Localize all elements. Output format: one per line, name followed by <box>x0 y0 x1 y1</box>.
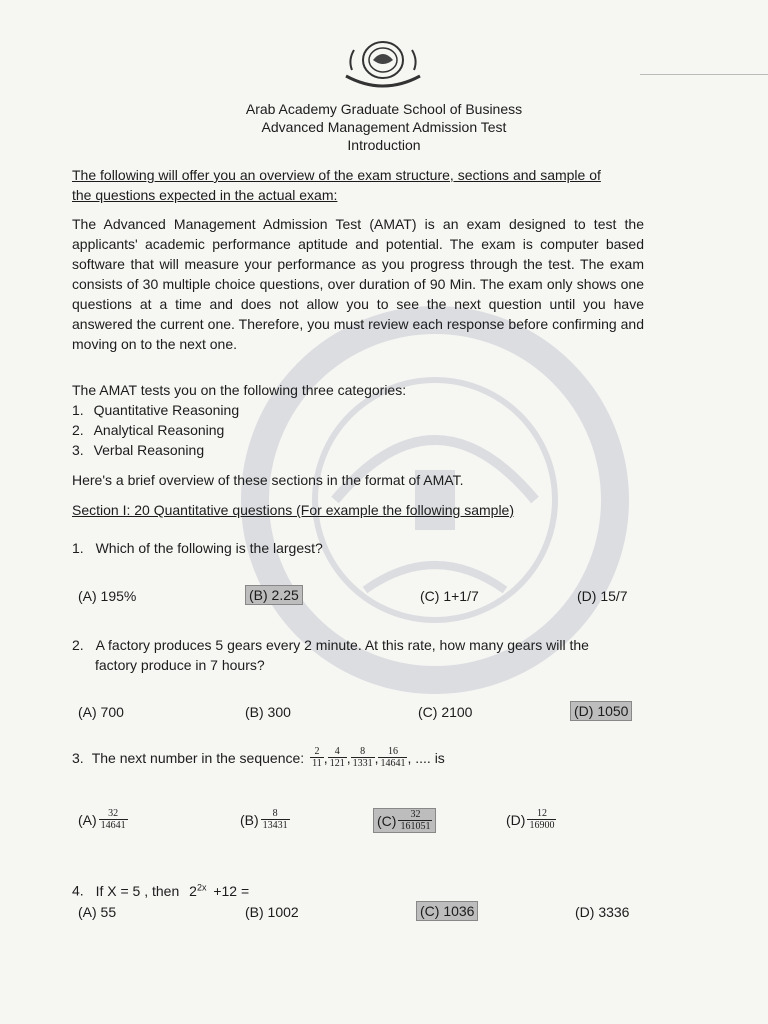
test-name: Advanced Management Admission Test <box>261 119 507 135</box>
q4-option-b: (B) 1002 <box>245 904 299 920</box>
sequence-tail: , .... is <box>407 749 445 766</box>
question-number: 2. <box>72 637 84 653</box>
category-item <box>72 440 204 460</box>
question-text: The next number in the sequence: <box>91 749 305 766</box>
q1-option-a: (A) 195% <box>78 588 137 604</box>
q2-option-b: (B) 300 <box>245 704 291 720</box>
q2-option-d-highlighted: (D) 1050 <box>570 701 632 721</box>
q3-option-a: (A) $\frac{32}{14641}$ <box>78 808 126 831</box>
q3-option-d: (D) $\frac{12}{16900}$ <box>506 808 555 831</box>
question-4 <box>72 877 644 901</box>
category-label: Quantitative Reasoning <box>93 402 240 418</box>
sequence-term: $\frac{2}{11}$ <box>312 746 322 769</box>
scan-line <box>640 74 768 75</box>
intro-heading-line-2: the questions expected in the actual exam: <box>72 187 338 203</box>
question-2 <box>72 635 644 655</box>
q1-option-c: (C) 1+1/7 <box>420 588 479 604</box>
sequence-separator: , <box>323 749 328 766</box>
question-text: Which of the following is the largest? <box>95 540 323 556</box>
category-label: Analytical Reasoning <box>93 422 225 438</box>
question-3 <box>72 746 644 769</box>
q4-option-c-highlighted: (C) 1036 <box>416 901 478 921</box>
question-2-text-line-2: factory produce in 7 hours? <box>95 657 265 673</box>
q1-option-d: (D) 15/7 <box>577 588 628 604</box>
category-item <box>72 420 224 440</box>
category-number: 2. <box>72 422 84 438</box>
sequence-term: $\frac{16}{14641}$ <box>380 746 406 769</box>
q4-option-a: (A) 55 <box>78 904 117 920</box>
page-title: Introduction <box>347 137 421 153</box>
q3-option-b: (B) $\frac{8}{13431}$ <box>240 808 288 831</box>
question-text-line-1: A factory produces 5 gears every 2 minute. At this rate, how many gears will the <box>95 637 589 653</box>
academy-seal-logo <box>340 36 426 92</box>
category-item <box>72 400 239 420</box>
q4-option-d: (D) 3336 <box>575 904 630 920</box>
q1-option-b-highlighted: (B) 2.25 <box>245 585 303 605</box>
intro-heading-line-1: The following will offer you an overview of the exam structure, sections and sample of <box>72 167 601 183</box>
question-1 <box>72 538 644 558</box>
intro-paragraph: The Advanced Management Admission Test (AMAT) is an exam designed to test the applicants' academic performance aptitude and potential. The exam is computer based software that will measure your performance as you progress through the test. The exam consists of 30 multiple choice questions, over duration of 90 Min. The exam only shows one questions at a time and does not allow you to see the next question until you have answered the current one. Therefore, you must review each response before confirming and moving on to the next one. <box>72 216 644 352</box>
question-number: 4. <box>72 882 84 899</box>
category-number: 3. <box>72 442 84 458</box>
overview-line: Here's a brief overview of these sections in the format of AMAT. <box>72 472 464 488</box>
sequence-term: $\frac{4}{121}$ <box>329 746 345 769</box>
category-label: Verbal Reasoning <box>93 442 205 458</box>
school-name: Arab Academy Graduate School of Business <box>245 101 523 117</box>
category-number: 1. <box>72 402 84 418</box>
question-number: 3. <box>72 749 84 766</box>
q2-option-c: (C) 2100 <box>418 704 473 720</box>
section-heading: Section I: 20 Quantitative questions (For example the following sample) <box>72 502 515 518</box>
sequence-separator: , <box>346 749 351 766</box>
categories-intro: The AMAT tests you on the following three categories: <box>72 382 407 398</box>
sequence-term: $\frac{8}{1331}$ <box>352 746 373 769</box>
q3-option-c-highlighted: (C) $\frac{32}{161051}$ <box>373 808 436 833</box>
q2-option-a: (A) 700 <box>78 704 124 720</box>
question-text: If X = 5 , then <box>95 882 180 899</box>
question-text-tail: +12 = <box>213 882 250 899</box>
question-number: 1. <box>72 540 84 556</box>
sequence-separator: , <box>374 749 379 766</box>
exponent-expression: $2^{2x}$ <box>189 882 207 899</box>
